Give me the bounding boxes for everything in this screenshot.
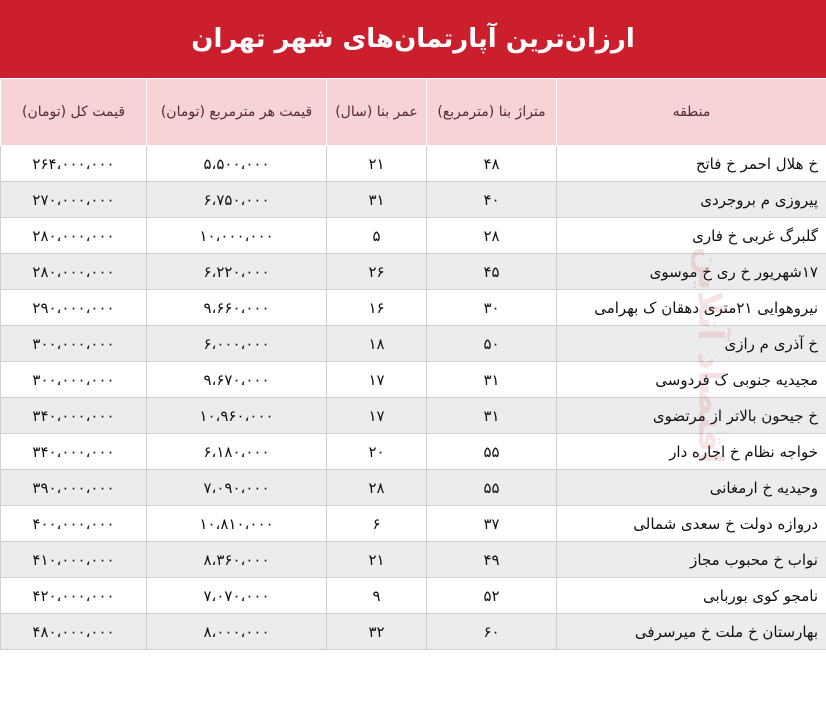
cell-area: دروازه دولت خ سعدی شمالی (557, 506, 826, 542)
cell-area: ۱۷شهریور خ ری خ موسوی (557, 254, 826, 290)
cell-total-price: ۴۲۰،۰۰۰،۰۰۰ (1, 578, 147, 614)
column-header-size: متراژ بنا (مترمربع) (427, 79, 557, 146)
cell-area: وحیدیه خ ارمغانی (557, 470, 826, 506)
cell-size: ۳۷ (427, 506, 557, 542)
cell-age: ۱۶ (327, 290, 427, 326)
cell-price-per-m2: ۸،۰۰۰،۰۰۰ (147, 614, 327, 650)
cell-size: ۳۱ (427, 398, 557, 434)
cell-size: ۵۰ (427, 326, 557, 362)
cell-total-price: ۳۴۰،۰۰۰،۰۰۰ (1, 398, 147, 434)
cell-size: ۵۵ (427, 434, 557, 470)
column-header-total-price: قیمت کل (تومان) (1, 79, 147, 146)
cell-price-per-m2: ۹،۶۶۰،۰۰۰ (147, 290, 327, 326)
page-title-text: ارزان‌ترین آپارتمان‌های شهر تهران (191, 24, 635, 54)
cell-area: نامجو کوی بوربابی (557, 578, 826, 614)
cell-size: ۴۸ (427, 146, 557, 182)
table-row (1, 326, 826, 362)
cell-total-price: ۲۷۰،۰۰۰،۰۰۰ (1, 182, 147, 218)
cell-size: ۴۵ (427, 254, 557, 290)
table-row (1, 290, 826, 326)
table-row (1, 362, 826, 398)
price-table (0, 78, 826, 650)
cell-price-per-m2: ۷،۰۷۰،۰۰۰ (147, 578, 327, 614)
cell-area: گلبرگ غربی خ فاری (557, 218, 826, 254)
table-row (1, 254, 826, 290)
cell-total-price: ۲۸۰،۰۰۰،۰۰۰ (1, 218, 147, 254)
cell-price-per-m2: ۶،۱۸۰،۰۰۰ (147, 434, 327, 470)
cell-age: ۱۷ (327, 362, 427, 398)
cell-price-per-m2: ۶،۷۵۰،۰۰۰ (147, 182, 327, 218)
cell-price-per-m2: ۷،۰۹۰،۰۰۰ (147, 470, 327, 506)
cell-total-price: ۳۹۰،۰۰۰،۰۰۰ (1, 470, 147, 506)
cell-age: ۲۰ (327, 434, 427, 470)
watermark-logo: آنلاین (690, 246, 730, 341)
table-row (1, 470, 826, 506)
cell-size: ۳۰ (427, 290, 557, 326)
cell-age: ۲۶ (327, 254, 427, 290)
cell-area: مجیدیه جنوبی ک فردوسی (557, 362, 826, 398)
cell-price-per-m2: ۱۰،۰۰۰،۰۰۰ (147, 218, 327, 254)
cell-price-per-m2: ۵،۵۰۰،۰۰۰ (147, 146, 327, 182)
cell-area: خ هلال احمر خ فاتح (557, 146, 826, 182)
page-title (0, 0, 826, 78)
cell-age: ۳۲ (327, 614, 427, 650)
cell-size: ۴۹ (427, 542, 557, 578)
cell-size: ۶۰ (427, 614, 557, 650)
cell-total-price: ۲۹۰،۰۰۰،۰۰۰ (1, 290, 147, 326)
cell-area: بهارستان خ ملت خ میرسرفی (557, 614, 826, 650)
table-row (1, 182, 826, 218)
cell-area: پیروزی م بروجردی (557, 182, 826, 218)
cell-price-per-m2: ۸،۳۶۰،۰۰۰ (147, 542, 327, 578)
cell-total-price: ۳۰۰،۰۰۰،۰۰۰ (1, 362, 147, 398)
table-row (1, 218, 826, 254)
cell-total-price: ۲۸۰،۰۰۰،۰۰۰ (1, 254, 147, 290)
cell-area: خواجه نظام خ اجاره دار (557, 434, 826, 470)
table-row (1, 614, 826, 650)
cell-size: ۵۵ (427, 470, 557, 506)
cell-age: ۲۱ (327, 146, 427, 182)
table-row (1, 542, 826, 578)
cell-total-price: ۴۸۰،۰۰۰،۰۰۰ (1, 614, 147, 650)
cell-size: ۳۱ (427, 362, 557, 398)
table-row (1, 578, 826, 614)
cell-price-per-m2: ۹،۶۷۰،۰۰۰ (147, 362, 327, 398)
cell-size: ۲۸ (427, 218, 557, 254)
table-row (1, 434, 826, 470)
table-row (1, 146, 826, 182)
cell-price-per-m2: ۱۰،۸۱۰،۰۰۰ (147, 506, 327, 542)
cell-total-price: ۴۱۰،۰۰۰،۰۰۰ (1, 542, 147, 578)
table-row (1, 398, 826, 434)
cell-area: خ آذری م رازی (557, 326, 826, 362)
cell-age: ۲۸ (327, 470, 427, 506)
cell-total-price: ۳۴۰،۰۰۰،۰۰۰ (1, 434, 147, 470)
cell-size: ۵۲ (427, 578, 557, 614)
cell-total-price: ۲۶۴،۰۰۰،۰۰۰ (1, 146, 147, 182)
table-header-row (1, 79, 826, 146)
cell-area: نواب خ محبوب مجاز (557, 542, 826, 578)
cell-total-price: ۴۰۰،۰۰۰،۰۰۰ (1, 506, 147, 542)
cell-age: ۶ (327, 506, 427, 542)
cell-age: ۲۱ (327, 542, 427, 578)
cell-area: نیروهوایی ۲۱متری دهقان ک بهرامی (557, 290, 826, 326)
table-body (1, 146, 826, 650)
column-header-price-per-m2: قیمت هر مترمربع (تومان) (147, 79, 327, 146)
cell-size: ۴۰ (427, 182, 557, 218)
cell-price-per-m2: ۶،۲۲۰،۰۰۰ (147, 254, 327, 290)
column-header-area: منطقه (557, 79, 826, 146)
cell-age: ۱۷ (327, 398, 427, 434)
cell-price-per-m2: ۶،۰۰۰،۰۰۰ (147, 326, 327, 362)
cell-age: ۵ (327, 218, 427, 254)
cell-age: ۱۸ (327, 326, 427, 362)
cell-area: خ جیحون بالاتر از مرتضوی (557, 398, 826, 434)
table-row (1, 506, 826, 542)
cell-total-price: ۳۰۰،۰۰۰،۰۰۰ (1, 326, 147, 362)
cell-price-per-m2: ۱۰،۹۶۰،۰۰۰ (147, 398, 327, 434)
column-header-age: عمر بنا (سال) (327, 79, 427, 146)
cell-age: ۳۱ (327, 182, 427, 218)
cell-age: ۹ (327, 578, 427, 614)
